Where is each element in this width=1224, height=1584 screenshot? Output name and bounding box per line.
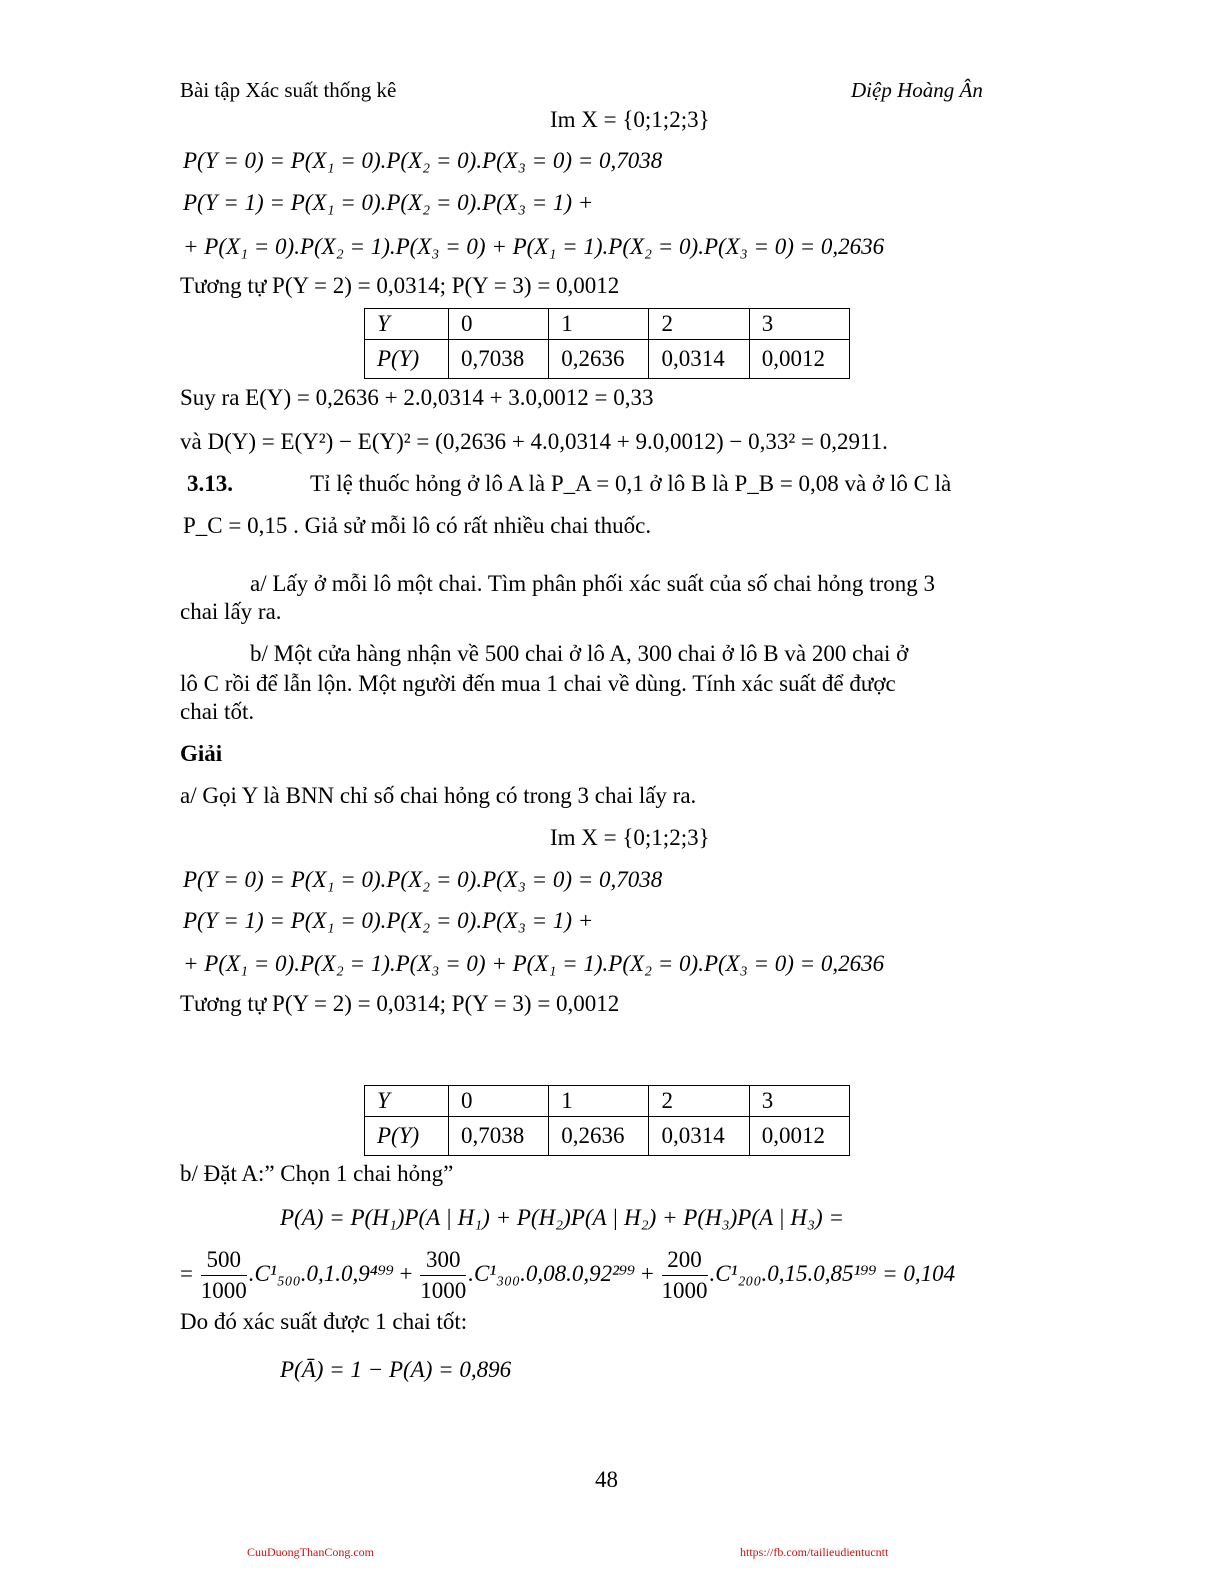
solution-py1-b: + P(X₁ = 0).P(X₂ = 1).P(X₃ = 0) + P(X₁ = 1).P(X₂ = 0).P(X₃ = 0) = 0,2636 [183, 951, 885, 976]
problem-part-b-1: b/ Một cửa hàng nhận về 500 chai ở lô A, 300 chai ở lô B và 200 chai ở [250, 641, 909, 666]
table-cell: Y [365, 309, 449, 340]
equation-py0: P(Y = 0) = P(X₁ = 0).P(X₂ = 0).P(X₃ = 0) = 0,7038 [183, 148, 663, 173]
solution-py1-a: P(Y = 1) = P(X₁ = 0).P(X₂ = 0).P(X₃ = 1) + [183, 908, 594, 933]
page-number: 48 [595, 1467, 618, 1492]
equation-complement: P(Ā) = 1 − P(A) = 0,896 [280, 1357, 512, 1382]
fraction-200: $\frac{200}{1000}$ [661, 1247, 708, 1304]
solution-b-intro: b/ Đặt A:” Chọn 1 chai hỏng” [180, 1161, 454, 1186]
table-cell: 0 [449, 1086, 549, 1117]
fraction-300: $\frac{300}{1000}$ [420, 1247, 467, 1304]
table-row [365, 1117, 850, 1156]
distribution-table-top [364, 308, 850, 379]
equation-total-probability: P(A) = P(H₁)P(A | H₁) + P(H₂)P(A | H₂) + P(H₃)P(A | H₃) = [280, 1205, 844, 1230]
table-cell: 0,0012 [749, 340, 849, 379]
table-cell: 0,0314 [649, 340, 749, 379]
table-cell: 0,7038 [449, 340, 549, 379]
table-row [365, 1086, 850, 1117]
table-cell: 2 [649, 1086, 749, 1117]
table-cell: 0 [449, 309, 549, 340]
solution-a-intro: a/ Gọi Y là BNN chỉ số chai hỏng có trong 3 chai lấy ra. [180, 783, 697, 808]
problem-part-b-3: chai tốt. [180, 699, 255, 724]
equation-expectation: Suy ra E(Y) = 0,2636 + 2.0,0314 + 3.0,0012 = 0,33 [180, 385, 654, 410]
problem-number: 3.13. [187, 471, 233, 496]
table-row [365, 309, 850, 340]
problem-part-a-1: a/ Lấy ở mỗi lô một chai. Tìm phân phối xác suất của số chai hỏng trong 3 [250, 571, 935, 596]
table-cell: 0,2636 [549, 340, 649, 379]
table-cell: 0,7038 [449, 1117, 549, 1156]
problem-part-b-2: lô C rồi để lẫn lộn. Một người đến mua 1 chai về dùng. Tính xác suất để được [180, 671, 896, 696]
footer-left-link[interactable]: CuuDuongThanCong.com [247, 1545, 374, 1559]
fraction-500: $\frac{500}{1000}$ [200, 1247, 247, 1304]
solution-image-set: Im X = {0;1;2;3} [550, 825, 710, 850]
table-cell: Y [365, 1086, 449, 1117]
table-cell: 2 [649, 309, 749, 340]
solution-therefore: Do đó xác suất được 1 chai tốt: [180, 1309, 468, 1334]
table-row [365, 340, 850, 379]
table-cell: 3 [749, 1086, 849, 1117]
equation-py1-a: P(Y = 1) = P(X₁ = 0).P(X₂ = 0).P(X₃ = 1) + [183, 190, 594, 215]
table-cell: P(Y) [365, 1117, 449, 1156]
solution-title: Giải [180, 741, 223, 766]
table-cell: 0,2636 [549, 1117, 649, 1156]
table-cell: 0,0314 [649, 1117, 749, 1156]
table-cell: 1 [549, 309, 649, 340]
problem-part-a-2: chai lấy ra. [180, 599, 282, 624]
header-title: Bài tập Xác suất thống kê [180, 78, 397, 102]
equation-py1-b: + P(X₁ = 0).P(X₂ = 1).P(X₃ = 0) + P(X₁ = 1).P(X₂ = 0).P(X₃ = 0) = 0,2636 [183, 234, 885, 259]
solution-similar: Tương tự P(Y = 2) = 0,0314; P(Y = 3) = 0,0012 [180, 991, 620, 1016]
problem-line-1: Tỉ lệ thuốc hỏng ở lô A là P_A = 0,1 ở lô B là P_B = 0,08 và ở lô C là [310, 471, 952, 496]
solution-py0: P(Y = 0) = P(X₁ = 0).P(X₂ = 0).P(X₃ = 0) = 0,7038 [183, 867, 663, 892]
distribution-table-solution [364, 1085, 850, 1156]
footer-right-link[interactable]: https://fb.com/tailieudientucntt [740, 1545, 889, 1559]
equation-variance: và D(Y) = E(Y²) − E(Y)² = (0,2636 + 4.0,0314 + 9.0,0012) − 0,33² = 0,2911. [180, 429, 888, 454]
image-set-line: Im X = {0;1;2;3} [550, 107, 710, 132]
header-author: Diệp Hoàng Ân [851, 78, 983, 102]
table-cell: 0,0012 [749, 1117, 849, 1156]
table-cell: 1 [549, 1086, 649, 1117]
table-cell: P(Y) [365, 340, 449, 379]
table-cell: 3 [749, 309, 849, 340]
problem-line-2: P_C = 0,15 . Giả sử mỗi lô có rất nhiều chai thuốc. [183, 513, 652, 538]
equation-similar: Tương tự P(Y = 2) = 0,0314; P(Y = 3) = 0,0012 [180, 273, 620, 298]
equation-bayes-sum: = $\frac{500}{1000}$ .C¹₅₀₀.0,1.0,9⁴⁹⁹ + $\frac{300}{1000}$ .C¹₃₀₀.0,08.0,92²⁹⁹ + $\frac{200}{1000}$ .C¹₂₀₀.0,15.0,85¹⁹⁹ = 0,104 [180, 1244, 955, 1308]
